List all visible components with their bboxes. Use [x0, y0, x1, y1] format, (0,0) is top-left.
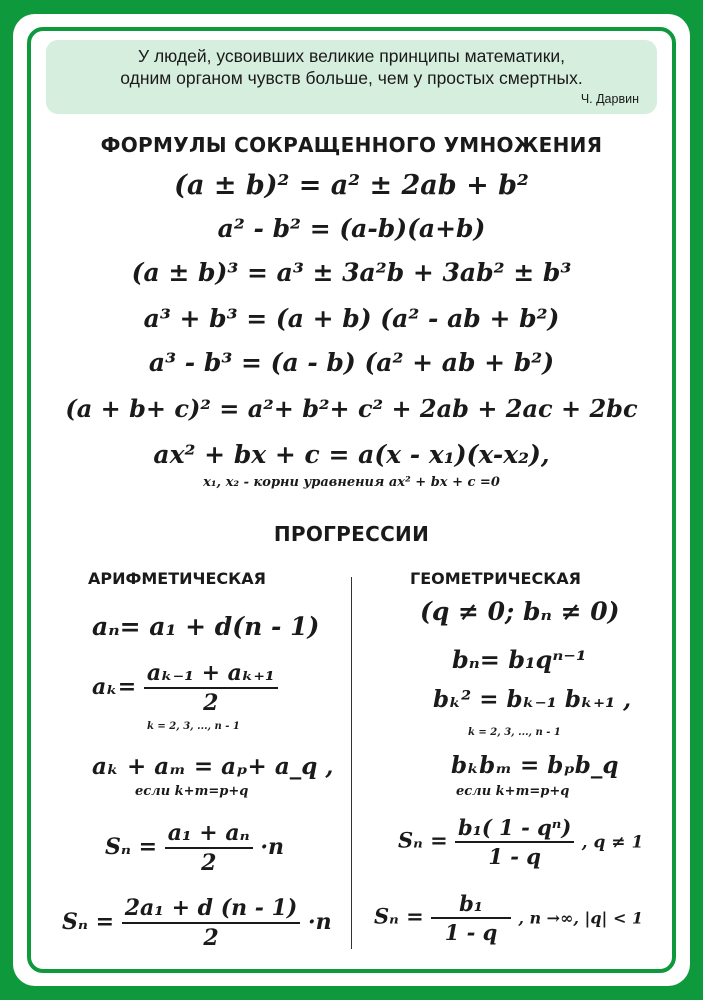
geometric-title: ГЕОМЕТРИЧЕСКАЯ	[410, 569, 581, 588]
geom-middle-term-note: k = 2, 3, ..., n - 1	[468, 727, 561, 738]
arith-sum-1-right: ·n	[260, 834, 285, 860]
epigraph-line-2: одним органом чувств больше, чем у простых смертных.	[120, 68, 583, 88]
formula-quadratic-factorization: ax² + bx + c = a(x - x₁)(x-x₂),	[153, 440, 550, 469]
section-title-short-multiplication: ФОРМУЛЫ СОКРАЩЕННОГО УМНОЖЕНИЯ	[100, 133, 603, 157]
geom-sum-1-left: Sₙ =	[398, 827, 448, 853]
geom-conditions: (q ≠ 0; bₙ ≠ 0)	[420, 597, 620, 626]
geom-sum-1-condition: , q ≠ 1	[581, 832, 644, 853]
arith-sum-2-denominator: 2	[203, 925, 219, 951]
arith-sum-2-right: ·n	[307, 909, 332, 935]
arith-sum-1-denominator: 2	[201, 850, 217, 876]
arith-middle-term-numerator: aₖ₋₁ + aₖ₊₁	[144, 660, 278, 689]
geom-sum-2-numerator: b₁	[431, 891, 511, 919]
epigraph-author: Ч. Дарвин	[580, 92, 639, 106]
arith-sum-1-left: Sₙ =	[105, 834, 158, 860]
geom-sum-formula-2	[374, 891, 643, 945]
geom-sum-2-left: Sₙ =	[374, 903, 424, 929]
arith-sum-2-left: Sₙ =	[62, 909, 115, 935]
arith-sum-2-numerator: 2a₁ + d (n - 1)	[122, 895, 301, 924]
geom-sum-2-denominator: 1 - q	[444, 920, 498, 945]
column-divider	[351, 577, 352, 949]
geom-sum-1-numerator: b₁( 1 - qⁿ)	[455, 815, 574, 843]
formula-cube-of-sum: (a ± b)³ = a³ ± 3a²b + 3ab² ± b³	[131, 258, 572, 287]
arith-middle-term-left: aₖ=	[92, 674, 137, 700]
arith-middle-term	[92, 660, 278, 716]
geom-sum-formula-1	[398, 815, 643, 869]
formula-square-of-sum: (a ± b)² = a² ± 2ab + b²	[174, 170, 529, 201]
epigraph-box	[46, 40, 657, 114]
formula-square-of-trinomial: (a + b+ c)² = a²+ b²+ c² + 2ab + 2ac + 2bc	[65, 394, 638, 423]
arith-middle-term-note: k = 2, 3, ..., n - 1	[147, 721, 240, 732]
arith-sum-formula-1	[105, 820, 284, 876]
formula-difference-of-cubes: a³ - b³ = (a - b) (a² + ab + b²)	[148, 348, 555, 377]
geom-index-sum-note: если k+m=p+q	[456, 784, 570, 799]
formula-difference-of-squares: a² - b² = (a-b)(a+b)	[217, 214, 486, 243]
geom-index-sum-property: bₖbₘ = bₚb_q	[451, 752, 619, 779]
arith-sum-formula-2	[62, 895, 332, 951]
arith-index-sum-property: aₖ + aₘ = aₚ+ a_q ,	[92, 753, 334, 780]
arith-nth-term: aₙ= a₁ + d(n - 1)	[92, 612, 320, 641]
arithmetic-title: АРИФМЕТИЧЕСКАЯ	[88, 569, 266, 588]
formula-sum-of-cubes: a³ + b³ = (a + b) (a² - ab + b²)	[143, 304, 560, 333]
geom-middle-term: bₖ² = bₖ₋₁ bₖ₊₁ ,	[433, 686, 632, 713]
arith-index-sum-note: если k+m=p+q	[135, 784, 249, 799]
section-title-progressions: ПРОГРЕССИИ	[273, 522, 430, 546]
arith-middle-term-denominator: 2	[203, 690, 219, 716]
formula-roots-note: x₁, x₂ - корни уравнения ax² + bx + c =0	[203, 475, 500, 490]
arith-sum-1-numerator: a₁ + aₙ	[165, 820, 253, 849]
epigraph-line-1: У людей, усвоивших великие принципы математики,	[137, 46, 566, 66]
geom-nth-term: bₙ= b₁qⁿ⁻¹	[452, 645, 587, 674]
geom-sum-2-condition: , n →∞, |q| < 1	[518, 908, 644, 928]
geom-sum-1-denominator: 1 - q	[488, 844, 541, 869]
